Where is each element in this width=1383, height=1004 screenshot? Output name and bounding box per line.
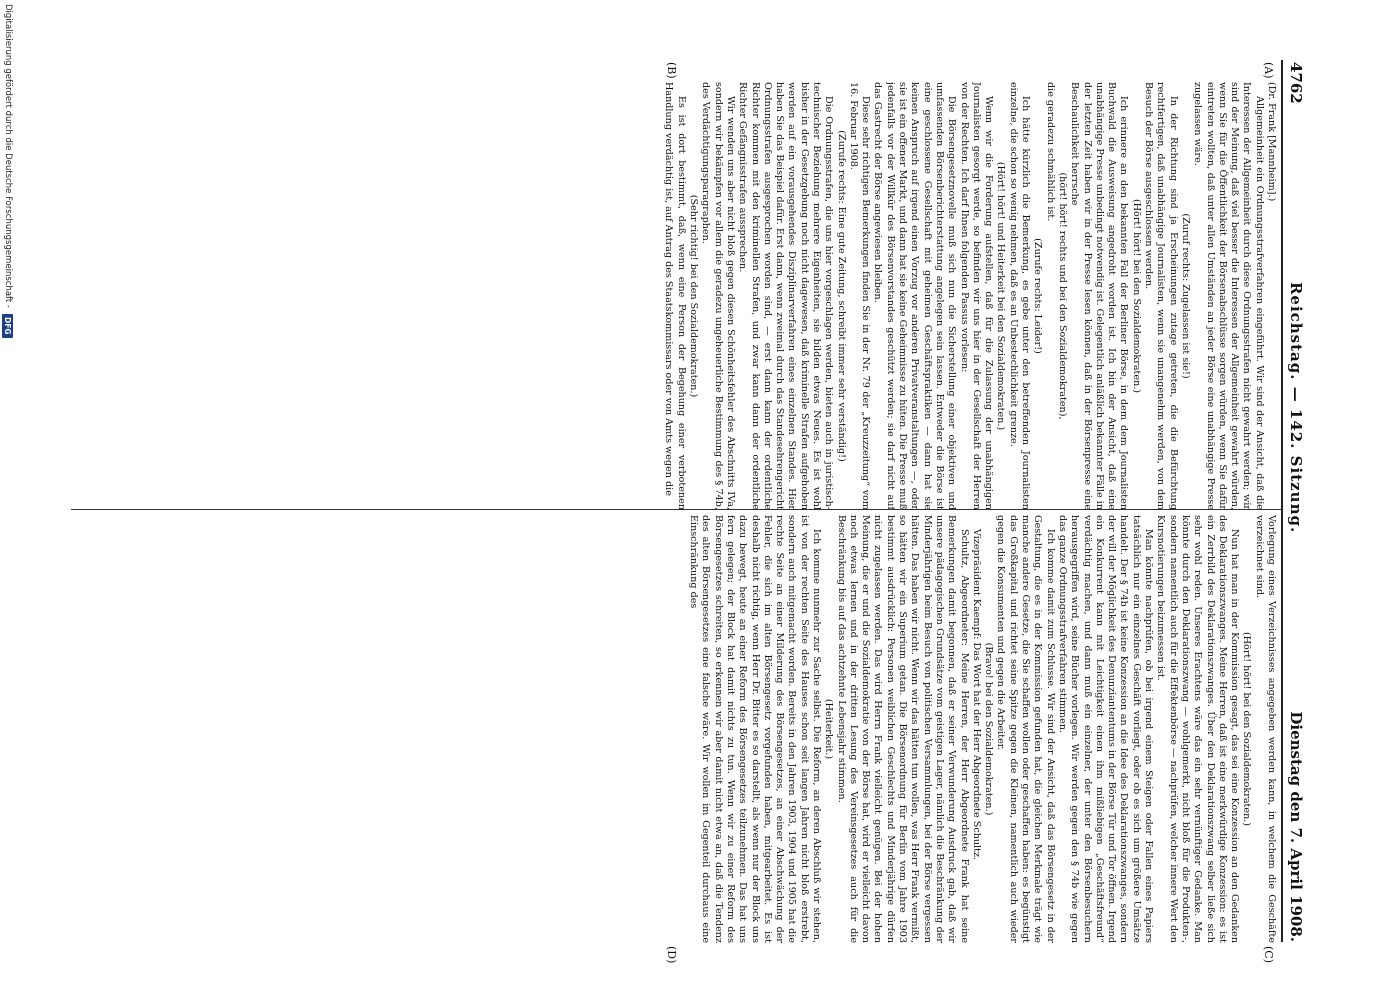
paragraph: Die Ordnungsstrafen, die uns hier vorgeschlagen werden, bieten auch in juristisch-technischer Beziehung mehrere Eigenheiten, sie bilden etwas Neues. Es ist wohl bisher in der Gesetzgebung noch nicht dagewesen, daß kriminelle Strafen aufgehoben werden auf ein vorausgehendes Disziplinarverfahren eines einzelnen Standes. Hier haben Sie das Beispiel dafür. Erst dann, wenn zweimal durch das Standesehrengericht Ordnungsstrafen ausgesprochen worden sind, — erst dann kann der ordentliche Richter kommen mit den kriminellen Strafen, und zwar kann dann der ordentliche Richter Gefängnisstrafen aussprechen.	[737, 82, 835, 510]
interjection: (Hört! hört! bei den Sozialdemokraten.)	[1130, 198, 1142, 394]
interjection: (hört! hört! rechts und bei den Sozialdemokraten),	[1056, 172, 1068, 420]
interjection: (Heiterkeit.)	[823, 698, 835, 760]
paragraph: Wenn wir die Forderung aufstellen, daß für die Zulassung der unabhängigen Journalisten gesorgt werde, so befinden wir uns hier in der Gesellschaft der Herren von der Rechten. Ich darf Ihnen folgenden Passus vorlesen:	[958, 82, 995, 510]
footer-text: Digitalisierung gefördert durch die Deutsche Forschungsgemeinschaft -	[3, 4, 13, 308]
paragraph: Vorlegung eines Verzeichnisses angegeben werden kann, in welchem die Geschäfte verzeichnet sind.	[1253, 515, 1277, 943]
paragraph: Nun hat man in der Kommission gesagt, das sei eine Konzession an den Gedanken des Deklarationszwanges. Meine Herren, daß ist eine merkwürdige Konzession: es ist ein Zerrbild des Deklarationszwanges. Über den Deklarationszwang selber ließe sich sehr wohl reden. Unseres Erachtens wäre das ein sehr vernünftiger Gedanke. Man könnte durch den Deklarationszwang — wohlgemerkt, nicht bloß für die Produkten-, sondern namentlich auch für die Effektenbörse — nachprüfen, welcher innere Wert den Kursnotierungen beizumessen ist.	[1155, 515, 1241, 943]
paragraph: Die Börsengesetznovelle muß sich nun die Sicherstellung einer objektiven und umfassenden Börsenberichterstattung angelegen sein lassen. Entweder die Börse ist eine geschlossene Gesellschaft mit geheimen Geschäftspraktiken — dann hat sie keinen Anspruch auf irgend einen Vorzug vor anderen Privatveranstaltungen —, oder sie ist ein offener Markt, und dann hat sie keine Geheimnisse zu hüten. Die Presse muß jedenfalls vor der Willkür des Börsenvorstandes geschützt werden; sie darf nicht auf das Gastrecht der Börse angewiesen bleiben.	[872, 82, 958, 510]
paragraph: Wir wenden uns aber nicht bloß gegen diesen Schönheitsfehler des Abschnitts IVa, sondern wir bekämpfen vor allem die geradezu ungeheuerliche Bestimmung des § 74b, des Verdächtigungsparagraphen.	[700, 82, 736, 510]
paragraph: (Dr. Frank [Mannheim].)	[1266, 82, 1277, 202]
sitting-date: Dienstag den 7. April 1908.	[1287, 711, 1305, 942]
digitization-footer	[1, 0, 15, 1004]
interjection: (Bravo! bei den Sozialdemokraten.)	[983, 642, 995, 816]
page-header	[1283, 62, 1305, 942]
paragraph: die geradezu schmählich ist.	[1044, 82, 1056, 222]
column-divider	[71, 509, 1281, 510]
interjection: (Zurufe rechts: Eine gute Zeitung, schreibt immer sehr verständig!)	[835, 130, 847, 462]
margin-letter-b: (B)	[665, 62, 678, 79]
paragraph: Allgemeinheit ein Ordnungsstrafverfahren eingeführt. Wir sind der Ansicht, daß die Interessen der Allgemeinheit durch diese Ordnungsstrafen nicht gewahrt werden; wir sind der Meinung, daß viel besser die Interessen der Allgemeinheit gewahrt würden, wenn Sie für die Öffentlichkeit der Börsenabschlüsse sorgen würden, wenn Sie dafür eintreten wollten, daß unter allen Umständen an jeder Börse eine unabhängige Presse zugelassen wäre.	[1192, 82, 1265, 510]
paragraph: Es ist dort bestimmt, daß, wenn eine Person der Begehung einer verbotenen Handlung verdächtig ist, auf Antrag des Staatskommissars oder von Amts wegen die	[663, 82, 687, 510]
paragraph: Diese sehr richtigen Bemerkungen finden Sie in der Nr. 79 der „Kreuzzeitung“ vom 16. Februar 1908.	[847, 82, 872, 510]
paragraph: Ich komme damit zum Schlusse. Wir sind der Ansicht, daß das Börsengesetz in der Gestaltung, die es in der Kommission gefunden hat, die gleichen Merkmale trägt wie manche andere Gesetze, die Sie schaffen wollen oder geschaffen haben: es begünstigt das Großkapital und richtet seine Spitze gegen die Kleinen, namentlich auch wieder gegen die Konsumenten und gegen die Arbeiter.	[995, 515, 1056, 943]
running-title: Reichstag. — 142. Sitzung.	[1287, 281, 1305, 534]
paragraph: Ich erinnere an den bekannten Fall der Berliner Börse, in dem dem Journalisten Buchwald die Ausweisung angedroht worden ist. Ich bin der Ansicht, daß eine unabhängige Presse unbedingt notwendig ist. Gelegentlich anläßlich bekannter Fälle in der letzten Zeit haben wir in der Presse lesen können, daß in der Börsenpresse eine Beschaulichkeit herrsche	[1069, 82, 1130, 510]
right-column	[77, 515, 1277, 943]
interjection: (Sehr richtig! bei den Sozialdemokraten.)	[688, 194, 700, 398]
paragraph: Man könnte nachprüfen, ob bei irgend einem Steigen oder Fallen eines Papiers tatsächlich nur ein einzelnes Geschäft vorliegt, oder ob es sich um größere Umsätze handelt. Der § 74b ist keine Konzession an die Idee des Deklarationszwanges, sondern der will der Möglichkeit des Denunziantentums in der Börse Tür und Tor öffnen. Irgend ein Konkurrent kann mit Leichtigkeit einen ihm mißliebigen „Geschäftsfreund“ verdächtig machen, und dann muß ein einzelner, der unter den Börsenbesuchern herausgegriffen wird, seine Bücher vorlegen. Wir werden gegen den § 74b wie gegen das ganze Ordnungsstrafverfahren stimmen.	[1056, 515, 1155, 943]
left-column	[77, 82, 1277, 510]
interjection: (Zurufe rechts: Leider!)	[1032, 238, 1044, 354]
paragraph: Vizepräsident Kaempf: Das Wort hat der Herr Abgeordnete Schultz.	[970, 529, 982, 861]
interjection: (Zuruf rechts: Zugelassen ist sie!)	[1179, 213, 1191, 379]
margin-letter-c: (C)	[1262, 946, 1275, 963]
paragraph: Ich hätte kürzlich die Bemerkung, es gebe unter den betreffenden Journalisten einzelne, die schon so wenig nehmen, daß es an Unbestechlichkeit grenze.	[1007, 82, 1032, 510]
header-rule	[1281, 60, 1283, 942]
paragraph: In der Richtung sind ja Erscheinungen zutage getreten, die die Befürchtung rechtfertigen, daß unabhängige Journalisten, wenn sie unangenehm werden, von dem Besuch der Börse ausgeschlossen werden.	[1143, 82, 1179, 510]
margin-letter-a: (A)	[1262, 62, 1275, 79]
interjection: (Hört! hört! und Heiterkeit bei den Sozialdemokraten.)	[995, 161, 1007, 431]
interjection: (Hört! hört! bei den Sozialdemokraten.)	[1241, 631, 1253, 827]
paragraph: Ich komme nunmehr zur Sache selbst. Die Reform, an deren Abschluß wir stehen, ist von der rechten Seite des Hauses schon seit langen Jahren nicht bloß erstrebt, sondern auch mitgemacht worden. Bereits in den Jahren 1903, 1904 und 1905 hat die rechte Seite an einer Milderung des Börsengesetzes, an einer Abschwächung der Fehler, die sich im alten Börsengesetz vorgefunden haben, mitgearbeitet. Es ist deshalb nicht richtig, wenn Herr Dr. Bitter es so darstellt, als wenn nur der Block uns dazu bewegt, heute an einer Reform des Börsengesetzes teilzunehmen. Das hat uns fern gelegen; der Block hat damit nichts zu tun. Wenn wir zu einer Reform des Börsengesetzes schreiten, so erkennen wir aber damit nicht etwa an, daß die Tendenz des alten Börsengesetzes eine falsche wäre. Wir wollen im Gegenteil durchaus eine Einschränkung des	[688, 515, 823, 943]
page-number: 4762	[1287, 62, 1305, 104]
dfg-logo: DFG	[3, 314, 14, 338]
paragraph: Schultz, Abgeordneter: Meine Herren, der Herr Abgeordnete Frank hat seine Bemerkungen damit begonnen, daß er seiner Verwunderung Ausdruck gab, daß wir unsere pädagogischen Grundsätze vom geistigen Lager, nämlich die Beschränkung der Minderjährigen beim Besuch von politischen Versammlungen, bei der Börse vergessen hätten. Das haben wir nicht. Wenn wir das hätten tun wollen, was Herr Frank vermißt, so hätten wir ein Superium getan. Die Börsenordnung für Berlin vom Jahre 1903 bestimmt ausdrücklich: Personen weiblichen Geschlechts und Minderjährige dürfen nicht zugelassen werden. Das wird Herrn Frank vielleicht genügen. Bei der hohen Meinung, die er und die Sozialdemokratie von der Börse hat, wird er vielleicht davon noch etwas lernen und in der dritten Lesung des Vereinsgesetzes auch für die Beschränkung bis auf das achtzehnte Lebensjahr stimmen.	[835, 515, 970, 943]
margin-letter-d: (D)	[665, 946, 678, 964]
